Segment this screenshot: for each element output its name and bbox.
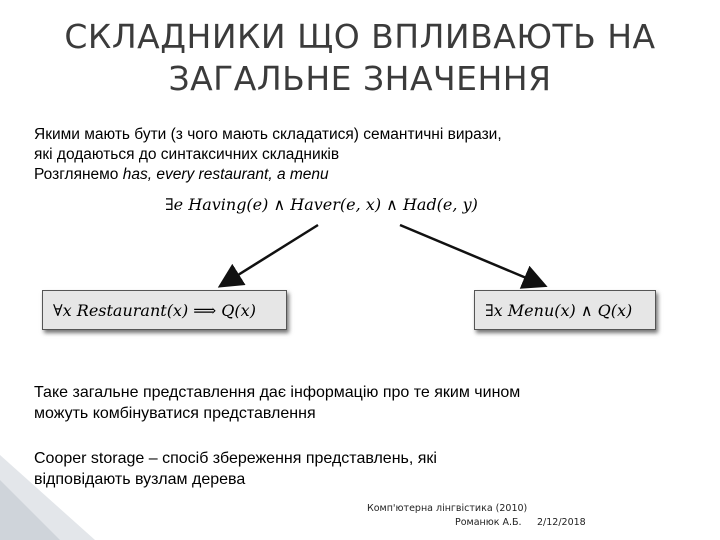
paragraph1-line2: можуть комбінуватися представлення	[34, 405, 316, 422]
arrow-left	[222, 225, 318, 285]
paragraph2-line2: відповідають вузлам дерева	[34, 471, 246, 488]
slide-title-line1: СКЛАДНИКИ ЩО ВПЛИВАЮТЬ НА	[64, 17, 656, 56]
footer-date: 2/12/2018	[537, 517, 586, 528]
intro-line1: Якими мають бути (з чого мають складатися) семантичні вирази,	[34, 126, 502, 143]
arrow-right	[400, 225, 543, 285]
paragraph-cooper-storage	[34, 448, 437, 490]
slide-title-line2: ЗАГАЛЬНЕ ЗНАЧЕННЯ	[168, 59, 552, 98]
paragraph1-line1: Таке загальне представлення дає інформацію про те яким чином	[34, 384, 521, 401]
paragraph2-line1: Cooper storage – спосіб збереження представлень, які	[34, 450, 437, 467]
intro-line2: які додаються до синтаксичних складників	[34, 146, 340, 163]
formula-top: ∃e Having(e) ∧ Haver(e, x) ∧ Had(e, y)	[165, 195, 478, 214]
footer-course: Комп'ютерна лінгвістика (2010)	[367, 503, 528, 514]
paragraph-representation	[34, 382, 520, 424]
intro-line3-italic: has, every restaurant, a menu	[122, 166, 329, 183]
intro-line3-prefix: Розглянемо	[34, 166, 123, 183]
footer-author: Романюк А.Б.	[455, 517, 522, 528]
formula-box-right: ∃x Menu(x) ∧ Q(x)	[474, 290, 656, 330]
formula-box-left: ∀x Restaurant(x) ⟹ Q(x)	[42, 290, 287, 330]
